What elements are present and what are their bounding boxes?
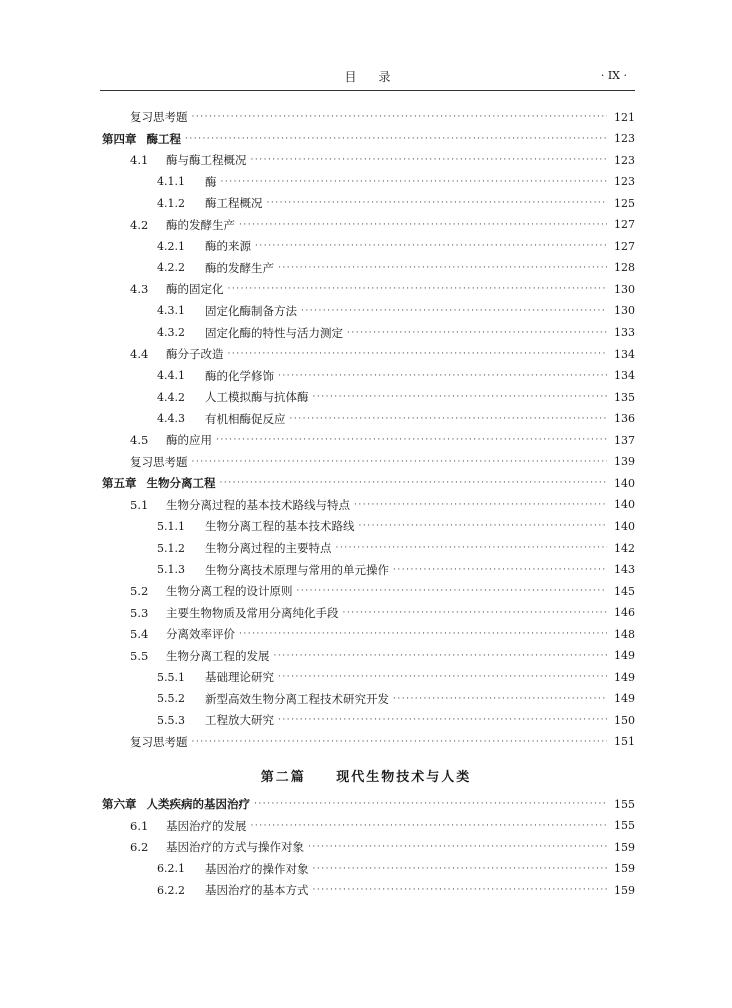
toc-entry-page: 159 (614, 883, 635, 897)
leader-dots (192, 735, 608, 749)
toc-entry-number: 4.4 (130, 347, 149, 362)
toc-entry-title: 生物分离工程的设计原则 (166, 584, 293, 599)
toc-section-entry (130, 817, 635, 835)
toc-entry-number: 4.4.2 (157, 390, 185, 404)
leader-dots (359, 519, 608, 533)
toc-section-entry (157, 668, 635, 686)
leader-dots (393, 563, 607, 577)
toc-entry-page: 150 (614, 713, 635, 727)
leader-dots (221, 175, 608, 189)
header-title: 目录 (344, 70, 413, 84)
toc-entry-title: 基础理论研究 (205, 670, 274, 685)
leader-dots (313, 883, 608, 897)
toc-entry-page: 159 (614, 862, 635, 876)
leader-dots (347, 326, 607, 340)
toc-section-entry (130, 838, 635, 856)
part-title: 现代生物技术与人类 (336, 770, 472, 785)
toc-section-entry (130, 604, 635, 622)
toc-entry-title: 酶工程 (146, 131, 181, 146)
leader-dots (267, 196, 608, 210)
toc-entry-number: 5.1.1 (157, 519, 185, 533)
toc-entry-title: 有机相酶促反应 (205, 411, 286, 426)
toc-section-entry (130, 582, 635, 600)
toc-entry-number: 4.2.2 (157, 261, 185, 275)
toc-entry-number: 5.4 (130, 627, 149, 642)
toc-section-entry (157, 259, 635, 277)
toc-entry-number: 5.5.1 (157, 670, 185, 684)
toc-entry-title: 酶的发酵生产 (166, 217, 235, 232)
toc-entry-title: 基因治疗的方式与操作对象 (166, 840, 304, 855)
toc-entry-page: 151 (614, 735, 635, 749)
toc-entry-title: 固定化酶制备方法 (205, 303, 297, 318)
toc-entry-number: 4.1 (130, 153, 149, 168)
toc-entry-number: 4.4.3 (157, 412, 185, 426)
leader-dots (220, 476, 608, 490)
toc-entry-number: 6.1 (130, 818, 149, 833)
toc-entry-number: 4.3.2 (157, 326, 185, 339)
leader-dots (393, 692, 607, 706)
toc-entry-number: 5.1.2 (157, 541, 185, 555)
toc-entry-number: 4.4.1 (157, 369, 185, 383)
leader-dots (354, 498, 607, 512)
toc-section-entry (157, 539, 635, 557)
toc-section-entry (157, 860, 635, 878)
toc-entry-page: 145 (614, 584, 635, 598)
toc-entry-title: 人工模拟酶与抗体酶 (205, 390, 309, 405)
toc-section-entry (157, 324, 635, 342)
toc-entry-title: 生物分离过程的基本技术路线与特点 (166, 497, 350, 512)
leader-dots (251, 153, 608, 167)
toc-entry-number: 第六章 (102, 797, 137, 811)
toc-entry-title: 酶的化学修饰 (205, 368, 274, 383)
toc-entry-title: 酶分子改造 (166, 347, 224, 362)
toc-entry-page: 142 (614, 541, 635, 555)
leader-dots (254, 797, 607, 811)
toc-entry-number: 4.2 (130, 217, 149, 232)
toc-entry-number: 5.5 (130, 648, 149, 663)
toc-entry-page: 135 (614, 390, 635, 404)
toc-entry-title: 复习思考题 (130, 110, 188, 124)
toc-entry-title: 人类疾病的基因治疗 (146, 797, 250, 811)
toc-section-entry (157, 302, 635, 320)
toc-entry-page: 140 (614, 519, 635, 533)
toc-entry-page: 149 (614, 670, 635, 684)
toc-section-entry (157, 711, 635, 729)
toc-entry-number: 5.1 (130, 497, 149, 512)
toc-entry-number: 4.3 (130, 282, 149, 297)
toc-entry-page: 123 (614, 175, 635, 189)
toc-review-entry (130, 108, 635, 126)
toc-entry-number: 4.1.1 (157, 175, 185, 189)
toc-chapter-entry (102, 474, 635, 492)
leader-dots (192, 455, 608, 469)
toc-entry-page: 123 (614, 132, 635, 146)
toc-entry-page: 134 (614, 347, 635, 361)
toc-chapter-entry (102, 795, 635, 813)
leader-dots (255, 239, 607, 253)
toc-entry-page: 139 (614, 455, 635, 469)
toc-entry-number: 4.5 (130, 433, 149, 448)
toc-entry-title: 酶的应用 (166, 433, 212, 448)
toc-entry-title: 基因治疗的发展 (166, 818, 247, 833)
toc-entry-number: 6.2 (130, 840, 149, 855)
toc-section-entry (157, 388, 635, 406)
leader-dots (239, 218, 607, 232)
toc-entry-page: 136 (614, 412, 635, 426)
toc-section-entry (157, 881, 635, 899)
toc-entry-page: 155 (614, 819, 635, 833)
toc-entry-title: 酶的来源 (205, 239, 251, 254)
toc-entry-title: 固定化酶的特性与活力测定 (205, 325, 343, 340)
leader-dots (185, 132, 607, 146)
toc-entry-page: 140 (614, 476, 635, 490)
toc-entry-title: 基因治疗的操作对象 (205, 861, 309, 876)
toc-entry-page: 134 (614, 369, 635, 383)
toc-entry-title: 分离效率评价 (166, 627, 235, 642)
toc-section-entry (157, 410, 635, 428)
toc-entry-page: 137 (614, 433, 635, 447)
leader-dots (343, 606, 608, 620)
toc-section-entry (157, 173, 635, 191)
leader-dots (313, 390, 608, 404)
toc-entry-title: 主要生物物质及常用分离纯化手段 (166, 605, 339, 620)
toc-entry-number: 第五章 (102, 476, 137, 491)
toc-section-entry (157, 194, 635, 212)
toc-entry-title: 生物分离工程 (146, 476, 216, 491)
toc-entry-number: 5.1.3 (157, 563, 185, 577)
leader-dots (278, 369, 607, 383)
toc-section-entry (157, 690, 635, 708)
toc-review-entry (130, 733, 635, 751)
toc-entry-number: 4.2.1 (157, 239, 185, 253)
leader-dots (228, 282, 608, 296)
toc-entry-page: 130 (614, 282, 635, 296)
leader-dots (278, 261, 607, 275)
toc-section-entry (130, 625, 635, 643)
toc-entry-page: 127 (614, 239, 635, 253)
leader-dots (239, 627, 607, 641)
part-heading (0, 766, 732, 785)
toc-section-entry (130, 647, 635, 665)
toc-entry-number: 6.2.2 (157, 883, 185, 897)
toc-entry-page: 130 (614, 304, 635, 318)
leader-dots (278, 670, 607, 684)
toc-section-entry (130, 496, 635, 514)
toc-entry-title: 生物分离工程的发展 (166, 648, 270, 663)
toc-entry-page: 143 (614, 563, 635, 577)
leader-dots (251, 819, 608, 833)
toc-section-entry (157, 517, 635, 535)
toc-entry-title: 生物分离过程的主要特点 (205, 541, 332, 555)
toc-entry-page: 123 (614, 153, 635, 167)
leader-dots (308, 840, 607, 854)
toc-entry-title: 生物分离工程的基本技术路线 (205, 519, 355, 534)
toc-review-entry (130, 453, 635, 471)
toc-entry-number: 第四章 (102, 131, 137, 146)
toc-entry-number: 5.5.2 (157, 692, 185, 706)
toc-entry-number: 5.5.3 (157, 713, 185, 727)
toc-entry-page: 121 (614, 110, 635, 124)
toc-section-entry (157, 237, 635, 255)
toc-section-entry (130, 431, 635, 449)
leader-dots (336, 541, 608, 555)
toc-entry-number: 4.1.2 (157, 196, 185, 210)
running-header (100, 66, 635, 91)
leader-dots (313, 862, 608, 876)
leader-dots (192, 110, 608, 124)
toc-chapter-entry (102, 130, 635, 148)
leader-dots (228, 347, 608, 361)
toc-section-entry (157, 367, 635, 385)
toc-entry-title: 基因治疗的基本方式 (205, 883, 309, 898)
toc-entry-page: 146 (614, 606, 635, 620)
toc-entry-number: 5.2 (130, 584, 149, 599)
toc-section-entry (130, 216, 635, 234)
toc-section-entry (130, 280, 635, 298)
toc-entry-title: 酶工程概况 (205, 196, 263, 211)
toc-entry-page: 149 (614, 692, 635, 706)
toc-entry-page: 159 (614, 840, 635, 854)
toc-section-entry (130, 345, 635, 363)
toc-entry-page: 155 (614, 797, 635, 811)
header-page-number: · IX · (600, 69, 627, 82)
toc-entry-number: 4.3.1 (157, 304, 185, 318)
toc-section-entry (130, 151, 635, 169)
toc-entry-title: 酶的发酵生产 (205, 260, 274, 275)
toc-entry-title: 复习思考题 (130, 454, 188, 469)
toc-entry-number: 6.2.1 (157, 862, 185, 876)
toc-entry-page: 148 (614, 627, 635, 641)
leader-dots (216, 433, 607, 447)
toc-entry-title: 酶的固定化 (166, 282, 224, 297)
toc-entry-title: 酶与酶工程概况 (166, 153, 247, 168)
leader-dots (274, 649, 608, 663)
toc-entry-page: 133 (614, 326, 635, 339)
leader-dots (278, 713, 607, 727)
toc-entry-page: 128 (614, 261, 635, 275)
part-label: 第二篇 (260, 770, 306, 785)
toc-entry-title: 复习思考题 (130, 734, 188, 749)
toc-entry-title: 新型高效生物分离工程技术研究开发 (205, 691, 389, 706)
toc-entry-title: 酶 (205, 174, 217, 189)
toc-entry-title: 生物分离技术原理与常用的单元操作 (205, 562, 389, 577)
toc-entry-page: 127 (614, 218, 635, 232)
toc-section-entry (157, 561, 635, 579)
leader-dots (290, 412, 608, 426)
toc-entry-number: 5.3 (130, 605, 149, 620)
leader-dots (297, 584, 608, 598)
toc-entry-page: 149 (614, 649, 635, 663)
toc-entry-page: 140 (614, 498, 635, 512)
toc-entry-page: 125 (614, 196, 635, 210)
leader-dots (301, 304, 607, 318)
toc-entry-title: 工程放大研究 (205, 713, 274, 728)
